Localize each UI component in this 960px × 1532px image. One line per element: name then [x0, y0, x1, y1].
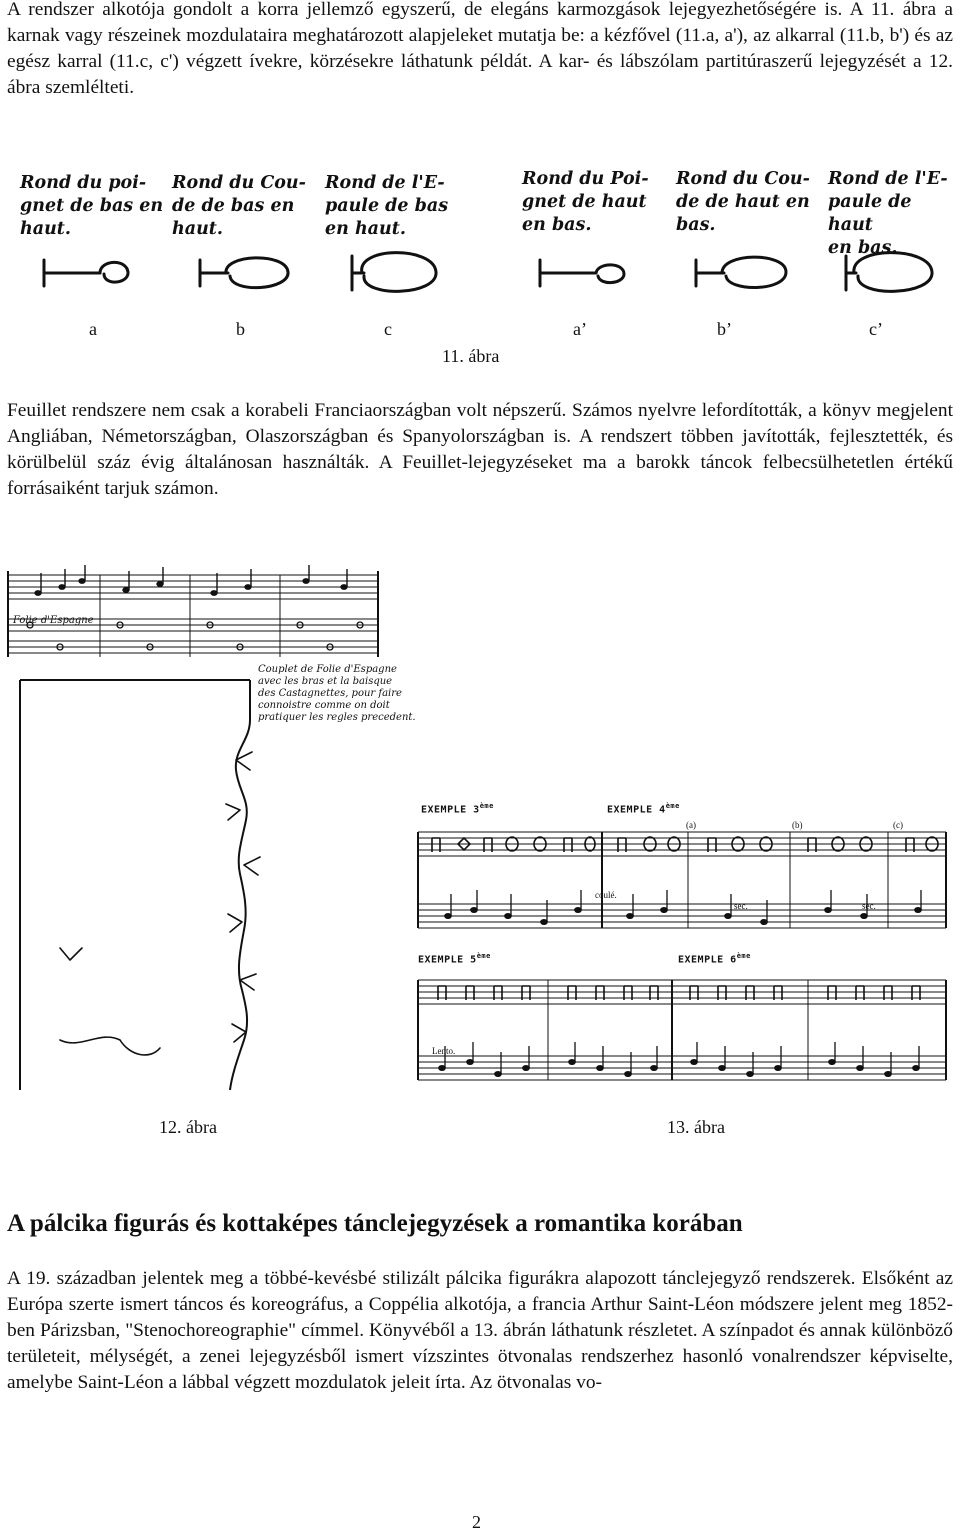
arm-circle-down-sign	[846, 253, 932, 292]
fig13-upper-staves	[418, 826, 948, 940]
fig11-label-b: b	[236, 319, 245, 339]
fig13-example-6-title: EXEMPLE 6ème	[678, 952, 751, 966]
fig11-panel-c2-title: Rond de l'E- paule de haut en bas.	[828, 169, 948, 258]
fig11-arm-signs	[0, 240, 960, 310]
page-number: 2	[472, 1512, 481, 1532]
fig13-coule-mark: coulé.	[595, 890, 617, 900]
feuillet-paragraph: Feuillet rendszere nem csak a korabeli Franciaországban volt népszerű. Számos nyelvre lefordították, a könyv megjelent Angliában, Németországban, Olaszországban és Spanyolországban is. A rendszert többen javították, fejlesztették, és körülbelül száz évig általánosan használták. A Feuillet-lejegyzéseket ma a barokk táncok felbecsülhetetlen értékű forrásaiként tarjuk számon.	[7, 400, 953, 499]
romantic-paragraph: A 19. században jelentek meg a többé-kevésbé stilizált pálcika figurákra alapozott tánclejegyző rendszerek. Elsőként az Európa szerte ismert táncos és koreográfus, a Coppélia alkotója, a francia Arthur Saint-Léon módszere jelent meg 1852-ben Párizsban, "Stenochoreographie" címmel. Könyvéből a 13. ábrán láthatunk részletet. A színpadot és annak különböző területeit, mélységét, a zenei lejegyzésből ismert vízszintes ötvonalas rendszerhez hasonló vonalrendszer képviselte, amelybe Saint-Léon a lábbal végzett mozdulatok jeleit írta. Az ötvonalas vo-	[7, 1268, 953, 1393]
fig13-caption: 13. ábra	[667, 1117, 725, 1137]
fig13-example-5-title: EXEMPLE 5ème	[418, 952, 491, 966]
fig13-variant-c: (c)	[893, 820, 903, 830]
intro-paragraph: A rendszer alkotója gondolt a korra jellemző egyszerű, de elegáns karmozgások lejegyezhetőségére is. A 11. ábra a karnak vagy részeinek mozdulataira meghatározott alapjeleket mutatja be: a kézfővel (11.a, a'), az alkarral (11.b, b') és az egész karral (11.c, c') végzett ívekre, körzésekre láthatunk példát. A kar- és lábszólam partitúraszerű lejegyzését a 12. ábra szemlélteti.	[7, 0, 953, 98]
fig11-panel-b2-title: Rond du Cou- de de haut en bas.	[676, 169, 810, 235]
fig13-lower-staves	[418, 974, 948, 1090]
fig13-example-4-title: EXEMPLE 4ème	[607, 802, 680, 816]
fig12-caption: 12. ábra	[159, 1117, 217, 1137]
forearm-circle-down-sign	[696, 257, 786, 287]
fig11-caption: 11. ábra	[442, 346, 500, 366]
fig13-variant-b: (b)	[792, 820, 803, 830]
fig12-note: Couplet de Folie d'Espagne avec les bras et la baisque des Castagnettes, pour faire connoistre comme on doit pratiquer les regles precedent.	[258, 664, 416, 723]
fig11-label-c: c	[384, 319, 392, 339]
arm-circle-up-sign	[352, 253, 436, 292]
fig11-panel-a2-title: Rond du Poi- gnet de haut en bas.	[522, 169, 649, 235]
wrist-circle-up-sign	[44, 260, 128, 286]
forearm-circle-up-sign	[200, 258, 288, 288]
fig12-floor-track	[0, 660, 400, 1100]
fig11-label-a: a	[89, 319, 97, 339]
fig13-tempo-mark: Lento.	[432, 1046, 456, 1056]
fig13-variant-a: (a)	[686, 820, 696, 830]
fig13-example-3-title: EXEMPLE 3ème	[421, 802, 494, 816]
fig11-label-b2: b’	[717, 319, 732, 339]
fig11-label-a2: a’	[573, 319, 587, 339]
fig12-score-label: Folie d'Espagne	[13, 615, 94, 626]
section-heading: A pálcika figurás és kottaképes tánclejegyzések a romantika korában	[7, 1210, 743, 1237]
fig11-label-c2: c’	[869, 319, 883, 339]
fig13-sec-mark-2: sec.	[862, 901, 876, 911]
fig11-panel-a-title: Rond du poi- gnet de bas en haut.	[20, 173, 164, 239]
fig13-sec-mark-1: sec.	[734, 901, 748, 911]
fig11-panel-b-title: Rond du Cou- de de bas en haut.	[172, 173, 306, 239]
wrist-circle-down-sign	[540, 260, 624, 286]
fig11-panel-c-title: Rond de l'E- paule de bas en haut.	[325, 173, 449, 239]
